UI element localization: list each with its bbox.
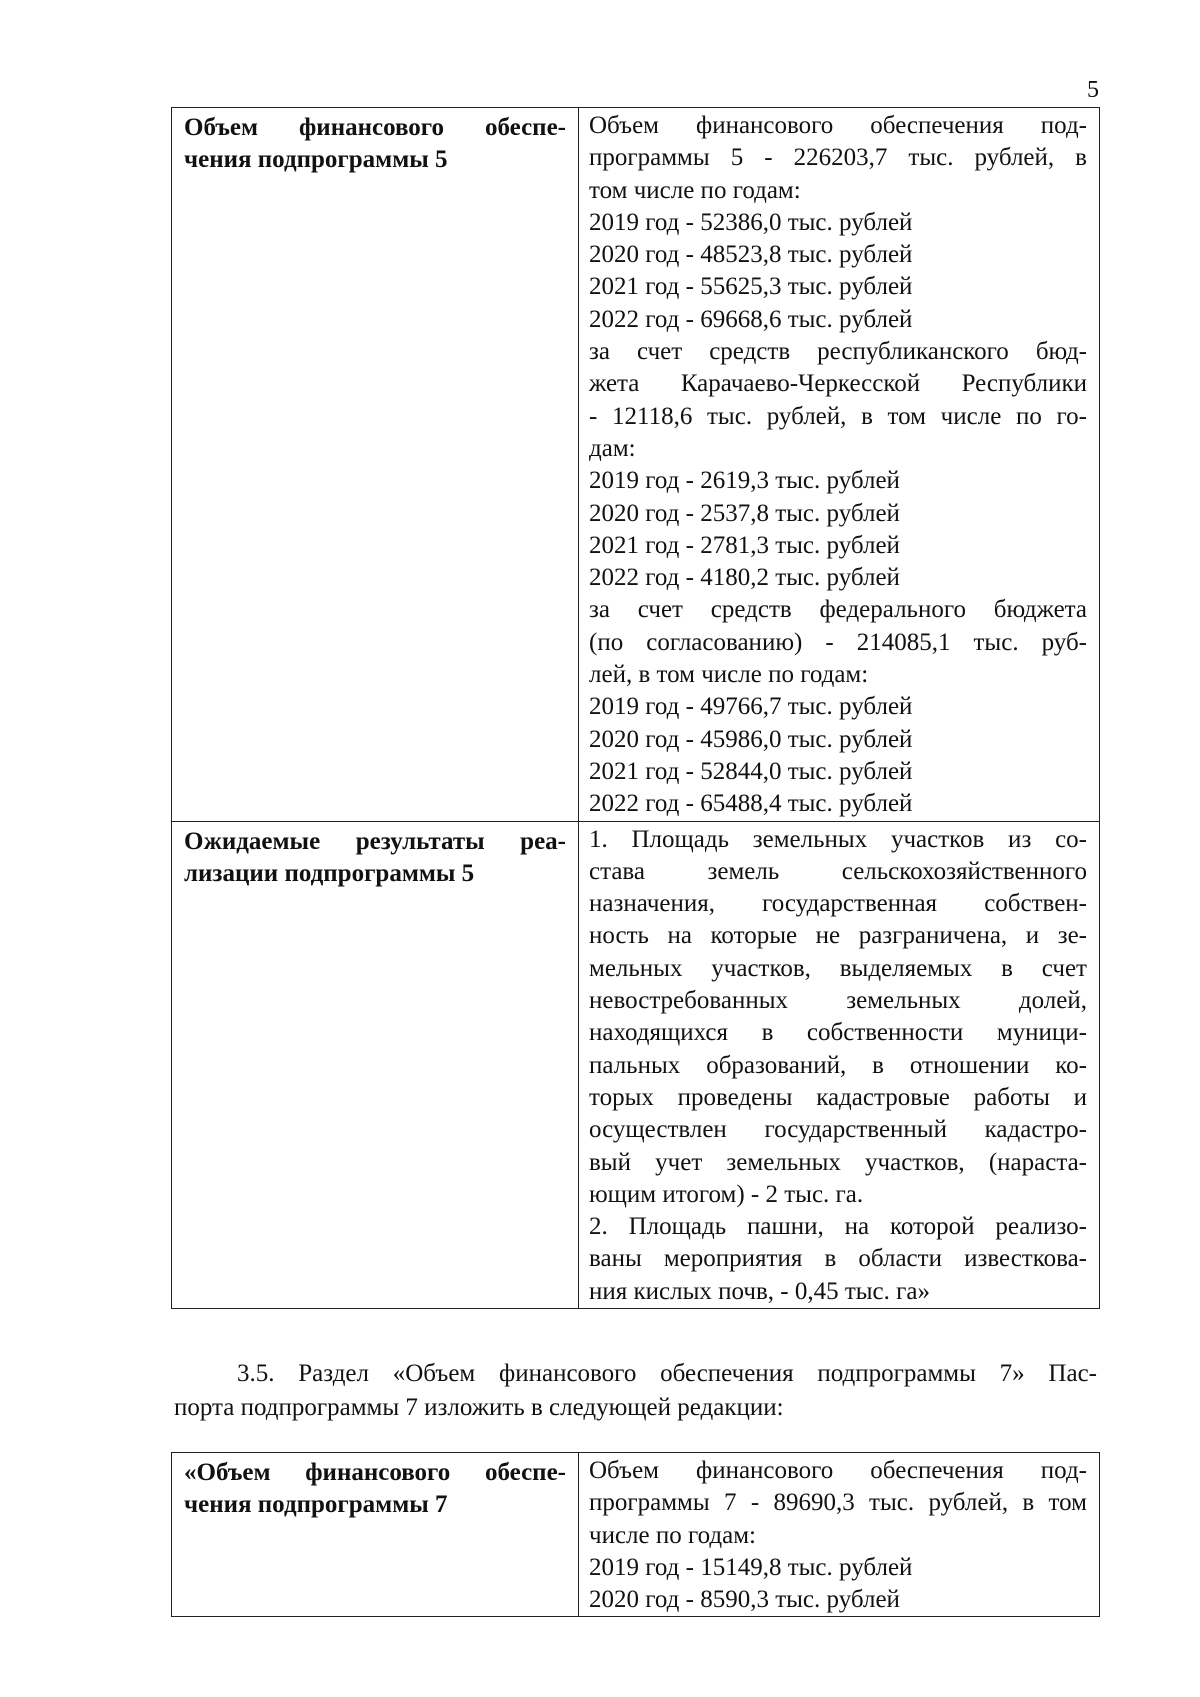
label-line: «Объем финансового обеспе- — [184, 1459, 566, 1486]
value-line: 2019 год - 15149,8 тыс. рублей — [589, 1553, 913, 1581]
row-label-funding-7 — [172, 1453, 579, 1617]
paragraph-line: 3.5. Раздел «Объем финансового обеспечения подпрограммы 7» Пас- — [237, 1360, 1097, 1387]
table-row — [172, 108, 1100, 822]
value-line: числе по годам: — [589, 1521, 756, 1549]
value-line: 2020 год - 2537,8 тыс. рублей — [589, 499, 900, 527]
value-line: невостребованных земельных долей, — [589, 987, 1087, 1015]
row-label-funding-5 — [172, 108, 579, 822]
value-line: ющим итогом) - 2 тыс. га. — [589, 1180, 864, 1208]
value-line: 2022 год - 69668,6 тыс. рублей — [589, 305, 913, 333]
value-line: 2021 год - 55625,3 тыс. рублей — [589, 273, 913, 301]
row-value-funding-7 — [579, 1453, 1100, 1617]
paragraph-line: порта подпрограммы 7 изложить в следующей редакции: — [174, 1394, 784, 1421]
value-line: торых проведены кадастровые работы и — [589, 1083, 1087, 1111]
value-line: става земель сельскохозяйственного — [589, 857, 1087, 885]
value-line: за счет средств республиканского бюд- — [589, 338, 1087, 366]
value-line: 2022 год - 65488,4 тыс. рублей — [589, 790, 913, 818]
row-value-results-5 — [579, 821, 1100, 1308]
value-line: 2019 год - 49766,7 тыс. рублей — [589, 693, 913, 721]
value-line: жета Карачаево-Черкесской Республики — [589, 370, 1087, 398]
value-line: мельных участков, выделяемых в счет — [589, 954, 1087, 982]
value-line: за счет средств федерального бюджета — [589, 596, 1087, 624]
value-line: ность на которые не разграничена, и зе- — [589, 922, 1087, 950]
label-line: Ожидаемые результаты реа- — [184, 827, 566, 855]
value-line: 2020 год - 48523,8 тыс. рублей — [589, 241, 913, 269]
label-line: лизации подпрограммы 5 — [184, 859, 475, 887]
value-line: (по согласованию) - 214085,1 тыс. руб- — [589, 628, 1087, 656]
value-line: дам: — [589, 434, 636, 462]
label-line: Объем финансового обеспе- — [184, 114, 566, 141]
value-line: 2020 год - 45986,0 тыс. рублей — [589, 725, 913, 753]
value-line: ния кислых почв, - 0,45 тыс. га» — [589, 1277, 931, 1305]
value-line: вый учет земельных участков, (нараста- — [589, 1148, 1087, 1176]
value-line: 2019 год - 52386,0 тыс. рублей — [589, 208, 913, 236]
subprogram-7-passport-table — [171, 1452, 1100, 1617]
value-line: находящихся в собственности муници- — [589, 1019, 1087, 1047]
value-line: - 12118,6 тыс. рублей, в том числе по го- — [589, 402, 1087, 430]
value-line: том числе по годам: — [589, 176, 801, 204]
label-line: чения подпрограммы 7 — [184, 1491, 448, 1519]
value-line: 2. Площадь пашни, на которой реализо- — [589, 1213, 1087, 1241]
subprogram-5-passport-table — [171, 107, 1100, 1309]
label-line: чения подпрограммы 5 — [184, 146, 448, 174]
value-line: Объем финансового обеспечения под- — [589, 112, 1087, 139]
table-row — [172, 821, 1100, 1308]
page-number: 5 — [1087, 77, 1099, 103]
value-line: осуществлен государственный кадастро- — [589, 1116, 1087, 1144]
value-line: лей, в том числе по годам: — [589, 661, 869, 689]
value-line: программы 7 - 89690,3 тыс. рублей, в том — [589, 1489, 1087, 1517]
value-line: 2019 год - 2619,3 тыс. рублей — [589, 467, 900, 495]
row-label-results-5 — [172, 821, 579, 1308]
value-line: Объем финансового обеспечения под- — [589, 1457, 1087, 1484]
value-line: назначения, государственная собствен- — [589, 890, 1087, 918]
value-line: программы 5 - 226203,7 тыс. рублей, в — [589, 144, 1087, 172]
row-value-funding-5 — [579, 108, 1100, 822]
value-line: пальных образований, в отношении ко- — [589, 1051, 1087, 1079]
value-line: 1. Площадь земельных участков из со- — [589, 825, 1087, 853]
table-row — [172, 1453, 1100, 1617]
value-line: 2022 год - 4180,2 тыс. рублей — [589, 564, 900, 592]
value-line: 2020 год - 8590,3 тыс. рублей — [589, 1586, 900, 1614]
value-line: 2021 год - 52844,0 тыс. рублей — [589, 757, 913, 785]
value-line: 2021 год - 2781,3 тыс. рублей — [589, 531, 900, 559]
value-line: ваны мероприятия в области известкова- — [589, 1245, 1087, 1273]
amendment-paragraph — [174, 1357, 1097, 1425]
